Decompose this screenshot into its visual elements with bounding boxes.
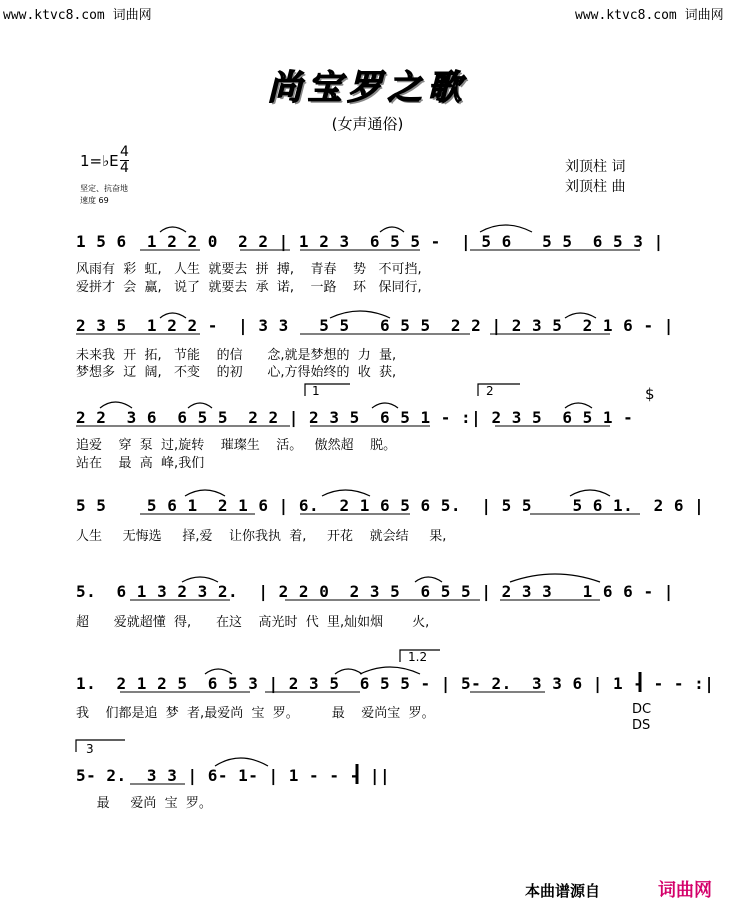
song-subtitle: (女声通俗) [331,115,404,133]
slur [182,577,218,582]
slur [415,577,442,582]
score-row-5-lyrics-a: 超 爱就超懂 得, 在这 高光时 代 里,灿如烟 火, [76,615,430,630]
slur [510,574,600,582]
slur [335,669,362,674]
volta-2-bracket [478,384,520,396]
volta-2-label: 2 [486,384,494,398]
header-watermark-left: www.ktvc8.com 词曲网 [3,8,152,23]
score-row-6-lyrics-a: 我 们都是追 梦 者,最爱尚 宝 罗。 最 爱尚宝 罗。 [76,706,435,721]
slur [330,311,390,318]
footer-source-label: 本曲谱源自 [525,882,601,900]
score-row-4-lyrics-a: 人生 无悔选 择,爱 让你我执 着, 开花 就会结 果, [76,529,447,544]
footer-brand-logo[interactable]: 词曲网 [658,880,712,901]
slur [215,758,268,766]
score-row-1-lyrics-a: 风雨有 彩 虹, 人生 就要去 拼 搏, 青春 势 不可挡, [76,262,422,277]
slur [372,403,398,408]
score-row-5-notes: 5. 6 1 3 2 3 2. | 2 2 0 2 3 5 6 5 5 | 2 3 3 1 6 6 - | [76,582,674,601]
slur [570,490,610,496]
score-row-1-lyrics-b: 爱拼才 会 赢, 说了 就要去 承 诺, 一路 环 保同行, [76,280,422,295]
volta-1-2-label: 1.2 [408,650,428,664]
slur [185,490,225,496]
score-row-2-lyrics-a: 未来我 开 拓, 节能 的信 念,就是梦想的 力 量, [76,348,397,363]
volta-3-bracket [76,740,125,752]
dc-mark: DC [632,702,652,717]
slur [160,227,186,232]
time-bottom: 4 [120,160,129,176]
time-top: 4 [120,144,129,160]
volta-1-2-bracket [400,650,440,662]
slur [565,313,596,318]
slur [205,669,232,674]
slur [380,227,404,232]
slur [322,490,370,496]
score-row-3-notes: 2 2 3 6 6 5 5 2 2 | 2 3 5 6 5 1 - :| 2 3 5 6 5 1 - [76,408,644,427]
slur [160,313,186,318]
key-signature: 1=♭E [80,152,119,170]
style-note: 坚定、抗奋地 [80,184,128,193]
score-row-1-notes: 1 5 6 1 2 2 0 2 2 | 1 2 3 6 5 5 - | 5 6 5 5 6 5 3 | [76,232,664,251]
score-row-3-lyrics-b: 站在 最 高 峰,我们 [76,456,205,471]
score-row-2-notes: 2 3 5 1 2 2 - | 3 3 5 5 6 5 5 2 2 | 2 3 5 2 1 6 - | [76,316,674,335]
composer: 刘顶柱 曲 [565,179,626,195]
slur [188,403,212,408]
header-watermark-right: www.ktvc8.com 词曲网 [575,8,724,23]
score-row-6-notes: 1. 2 1 2 5 6 5 3 | 2 3 5 6 5 5 - | 5- 2. 3 3 6 | 1 - - - :| [76,674,715,693]
slur [360,667,420,674]
tempo-note: 速度 69 [80,196,109,205]
slur [565,403,592,408]
lyricist: 刘顶柱 词 [565,159,626,175]
volta-3-label: 3 [86,742,94,756]
volta-1-label: 1 [312,384,320,398]
volta-1-bracket [305,384,350,396]
song-title: 尚宝罗之歌 [267,68,468,108]
slur [480,225,532,232]
score-row-4-notes: 5 5 5 6 1 2 1 6 | 6. 2 1 6 5 6 5. | 5 5 5 6 1. 2 6 | [76,496,705,515]
score-row-7-notes: 5- 2. 3 3 | 6- 1- | 1 - - - || [76,766,391,785]
score-row-3-lyrics-a: 追爱 穿 泵 过,旋转 璀璨生 活。 傲然超 脱。 [76,438,397,453]
score-row-2-lyrics-b: 梦想多 辽 阔, 不变 的初 心,方得始终的 收 获, [76,365,397,380]
ds-mark: DS [632,718,651,733]
slur [100,402,132,408]
segno-mark: $ [645,385,655,403]
score-row-7-lyrics-a: 最 爱尚 宝 罗。 [76,796,212,811]
